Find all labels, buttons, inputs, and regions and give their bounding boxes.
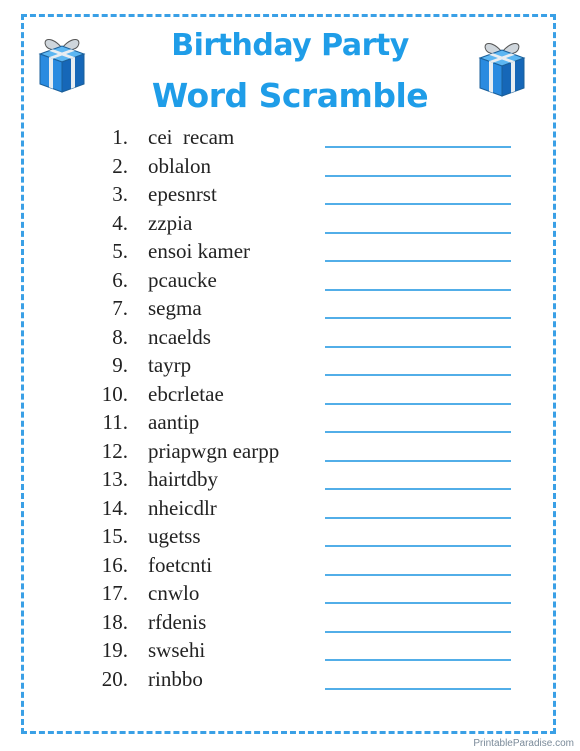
list-item (0, 581, 580, 609)
answer-line[interactable] (325, 688, 511, 690)
scrambled-word: ugetss (148, 524, 201, 548)
answer-line[interactable] (325, 460, 511, 462)
answer-line[interactable] (325, 203, 511, 205)
answer-line[interactable] (325, 545, 511, 547)
scrambled-word: aantip (148, 410, 200, 434)
answer-line[interactable] (325, 574, 511, 576)
answer-line[interactable] (325, 175, 511, 177)
list-item (0, 610, 580, 638)
list-item (0, 325, 580, 353)
list-item (0, 439, 580, 467)
scrambled-word: ebcrletae (148, 381, 224, 406)
scrambled-word: ncaelds (148, 324, 211, 349)
list-item (0, 382, 580, 410)
list-item (0, 125, 580, 153)
item-number: 16. (101, 552, 128, 577)
answer-line[interactable] (325, 146, 511, 148)
page-title-line2: Word Scramble (151, 76, 429, 115)
answer-line[interactable] (325, 260, 511, 262)
scrambled-word: oblalon (148, 153, 211, 178)
item-number: 12. (101, 438, 128, 463)
answer-line[interactable] (325, 317, 511, 319)
list-item (0, 524, 580, 552)
item-number: 6. (112, 267, 128, 292)
scrambled-word: cei recam (148, 125, 235, 149)
answer-line[interactable] (325, 659, 511, 661)
answer-line[interactable] (325, 431, 511, 433)
scrambled-word: nheicdlr (148, 495, 217, 520)
list-item (0, 268, 580, 296)
list-item (0, 239, 580, 267)
scrambled-word: ensoi kamer (148, 239, 251, 263)
list-item (0, 353, 580, 381)
scrambled-word: hairtdby (148, 467, 218, 491)
scrambled-word: zzpia (148, 210, 193, 235)
scrambled-word: segma (148, 296, 202, 320)
list-item (0, 667, 580, 695)
list-item (0, 296, 580, 324)
item-number: 9. (112, 353, 128, 377)
answer-line[interactable] (325, 374, 511, 376)
list-item (0, 154, 580, 182)
scrambled-word: foetcnti (148, 552, 213, 577)
item-number: 15. (101, 524, 128, 548)
item-number: 19. (101, 638, 128, 662)
scrambled-word: pcaucke (148, 267, 217, 292)
item-number: 17. (101, 581, 128, 605)
list-item (0, 496, 580, 524)
item-number: 13. (101, 467, 128, 491)
item-number: 10. (101, 381, 128, 406)
item-number: 3. (112, 182, 128, 206)
list-item (0, 410, 580, 438)
page-title-line1: Birthday Party (171, 28, 409, 63)
answer-line[interactable] (325, 517, 511, 519)
item-number: 1. (112, 125, 128, 149)
scrambled-word: rinbbo (148, 666, 203, 691)
answer-line[interactable] (325, 346, 511, 348)
scrambled-word: rfdenis (148, 609, 207, 634)
scrambled-word: swsehi (148, 638, 206, 662)
answer-line[interactable] (325, 602, 511, 604)
scrambled-word: priapwgn earpp (148, 438, 280, 463)
list-item (0, 553, 580, 581)
item-number: 11. (102, 410, 128, 434)
item-number: 2. (112, 153, 128, 178)
item-number: 8. (112, 324, 128, 349)
list-item (0, 211, 580, 239)
scrambled-word: tayrp (148, 353, 192, 377)
footer-credit: PrintableParadise.com (473, 738, 574, 749)
list-item (0, 182, 580, 210)
item-number: 7. (112, 296, 128, 320)
item-number: 4. (112, 210, 128, 235)
scrambled-word: cnwlo (148, 581, 200, 605)
answer-line[interactable] (325, 289, 511, 291)
answer-line[interactable] (325, 403, 511, 405)
list-item (0, 467, 580, 495)
item-number: 14. (101, 495, 128, 520)
scrambled-word: epesnrst (148, 182, 217, 206)
item-number: 20. (101, 666, 128, 691)
answer-line[interactable] (325, 488, 511, 490)
list-item (0, 638, 580, 666)
item-number: 5. (112, 239, 128, 263)
answer-line[interactable] (325, 232, 511, 234)
item-number: 18. (101, 609, 128, 634)
answer-line[interactable] (325, 631, 511, 633)
